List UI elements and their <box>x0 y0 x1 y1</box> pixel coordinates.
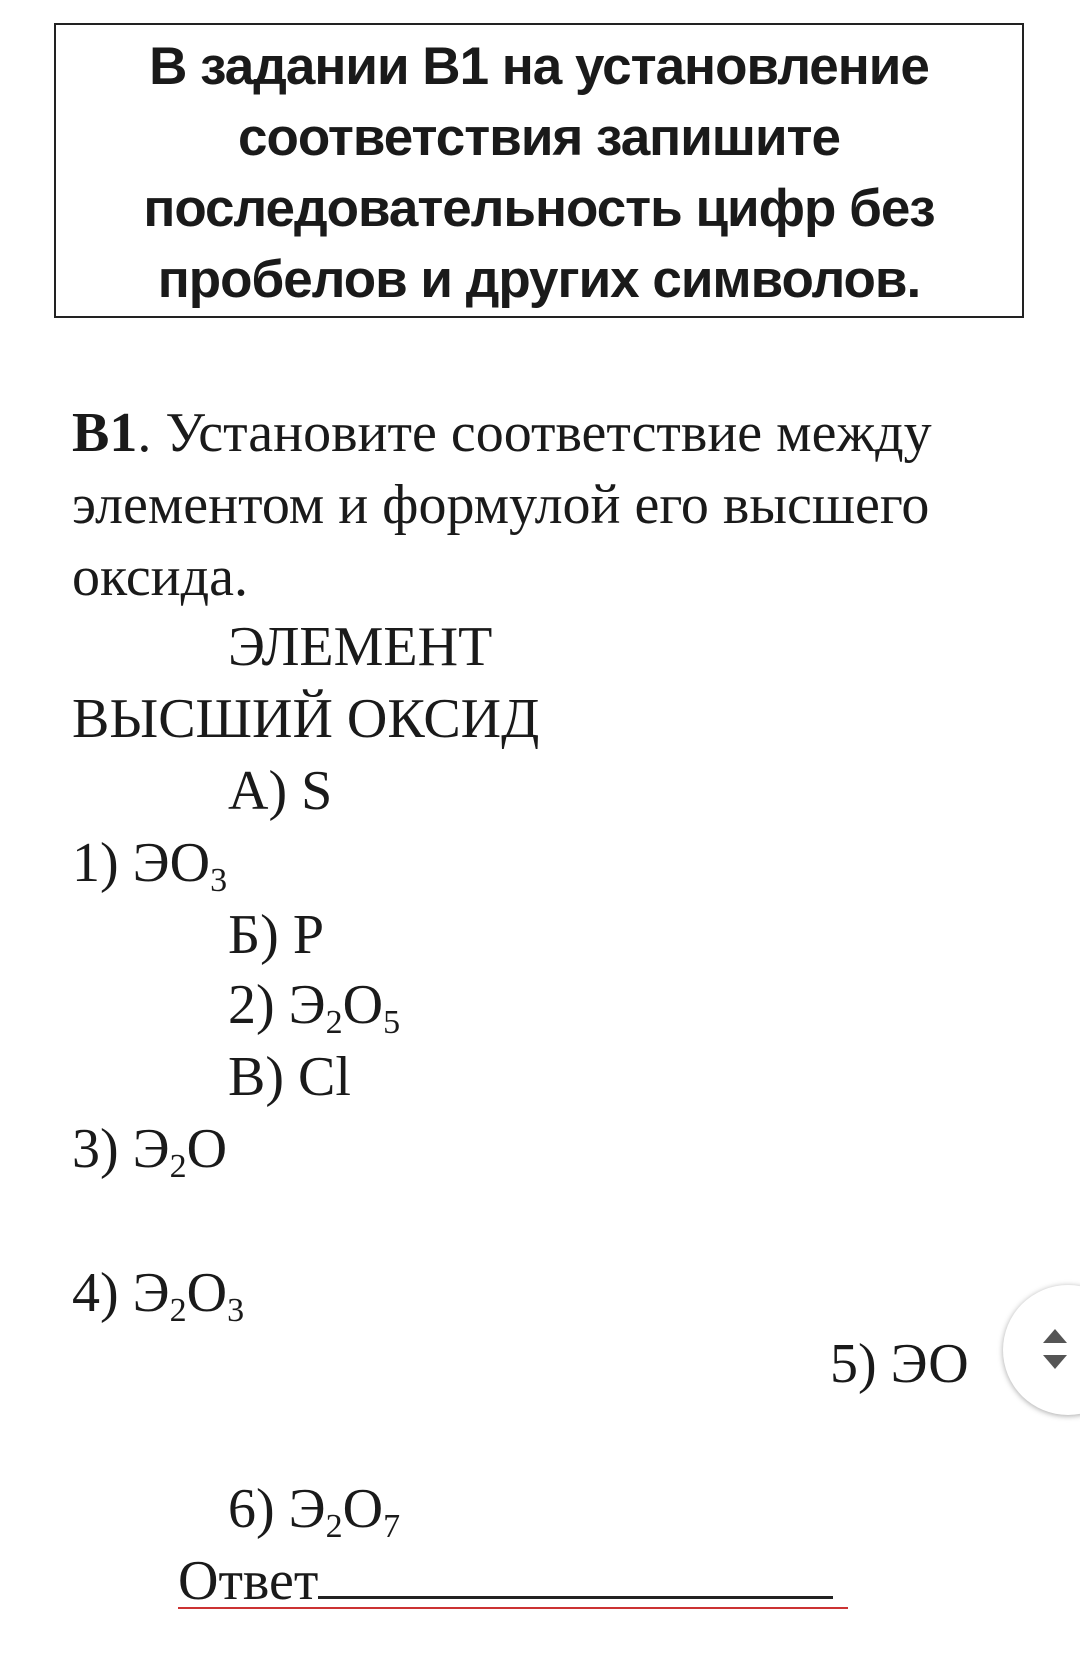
instruction-line: пробелов и других символов. <box>157 249 921 309</box>
instruction-line: последовательность цифр без <box>143 178 935 238</box>
task-text-line3: оксида. <box>72 546 248 608</box>
chevron-up-icon <box>1043 1329 1067 1343</box>
oxide-item-5 <box>830 1328 969 1400</box>
element-letter: А) <box>228 760 288 822</box>
answer-label: Ответ <box>178 1550 319 1612</box>
element-letter: В) <box>228 1046 284 1108</box>
spellcheck-underline <box>178 1607 848 1609</box>
element-item-b <box>228 899 324 971</box>
oxide-oxygen: O <box>342 974 384 1036</box>
task-text-line2: элементом и формулой его высшего <box>72 474 930 536</box>
instruction-line: В задании В1 на установление <box>149 36 929 96</box>
oxide-item-1 <box>72 827 227 899</box>
instruction-line: соответствия запишите <box>238 107 840 167</box>
element-symbol: S <box>301 760 333 822</box>
element-symbol: Cl <box>298 1046 351 1108</box>
element-column-header: ЭЛЕМЕНТ <box>228 616 493 678</box>
instruction-box <box>54 23 1024 318</box>
element-item-a <box>228 755 332 827</box>
oxide-oxygen: O <box>186 1118 228 1180</box>
oxide-element: Э <box>132 1118 170 1180</box>
oxide-element: Э <box>288 1478 326 1540</box>
oxide-subscript: 7 <box>383 1508 401 1545</box>
oxide-subscript: 2 <box>325 1508 343 1545</box>
oxide-item-3 <box>72 1113 227 1185</box>
scroll-button[interactable] <box>1003 1285 1080 1415</box>
oxide-oxygen: O <box>342 1478 384 1540</box>
oxide-oxygen: O <box>186 1262 228 1324</box>
oxide-formula: ЭО <box>890 1333 969 1395</box>
oxide-subscript: 2 <box>169 1148 187 1185</box>
oxide-number: 1) <box>72 832 119 894</box>
oxide-number: 3) <box>72 1118 119 1180</box>
chevron-down-icon <box>1043 1355 1067 1369</box>
element-symbol: P <box>292 904 324 966</box>
oxide-subscript: 5 <box>383 1004 401 1041</box>
oxide-subscript: 3 <box>227 1292 245 1329</box>
task-label: В1 <box>72 402 138 464</box>
task-text-line1: Установите соответствие между <box>151 402 932 464</box>
oxide-number: 6) <box>228 1478 275 1540</box>
oxide-number: 5) <box>830 1333 877 1395</box>
element-item-v <box>228 1041 351 1113</box>
oxide-number: 2) <box>228 974 275 1036</box>
oxide-subscript: 3 <box>210 862 228 899</box>
oxide-subscript: 2 <box>169 1292 187 1329</box>
oxide-element: Э <box>288 974 326 1036</box>
oxide-subscript: 2 <box>325 1004 343 1041</box>
oxide-column-header: ВЫСШИЙ ОКСИД <box>72 688 540 750</box>
oxide-item-2 <box>228 969 400 1041</box>
oxide-item-4 <box>72 1257 244 1329</box>
element-letter: Б) <box>228 904 279 966</box>
oxide-formula: ЭO <box>132 832 211 894</box>
task-label-suffix: . <box>137 402 152 464</box>
oxide-element: Э <box>132 1262 170 1324</box>
oxide-number: 4) <box>72 1262 119 1324</box>
task-statement <box>72 397 932 469</box>
answer-blank[interactable] <box>318 1548 833 1599</box>
oxide-item-6 <box>228 1473 400 1545</box>
